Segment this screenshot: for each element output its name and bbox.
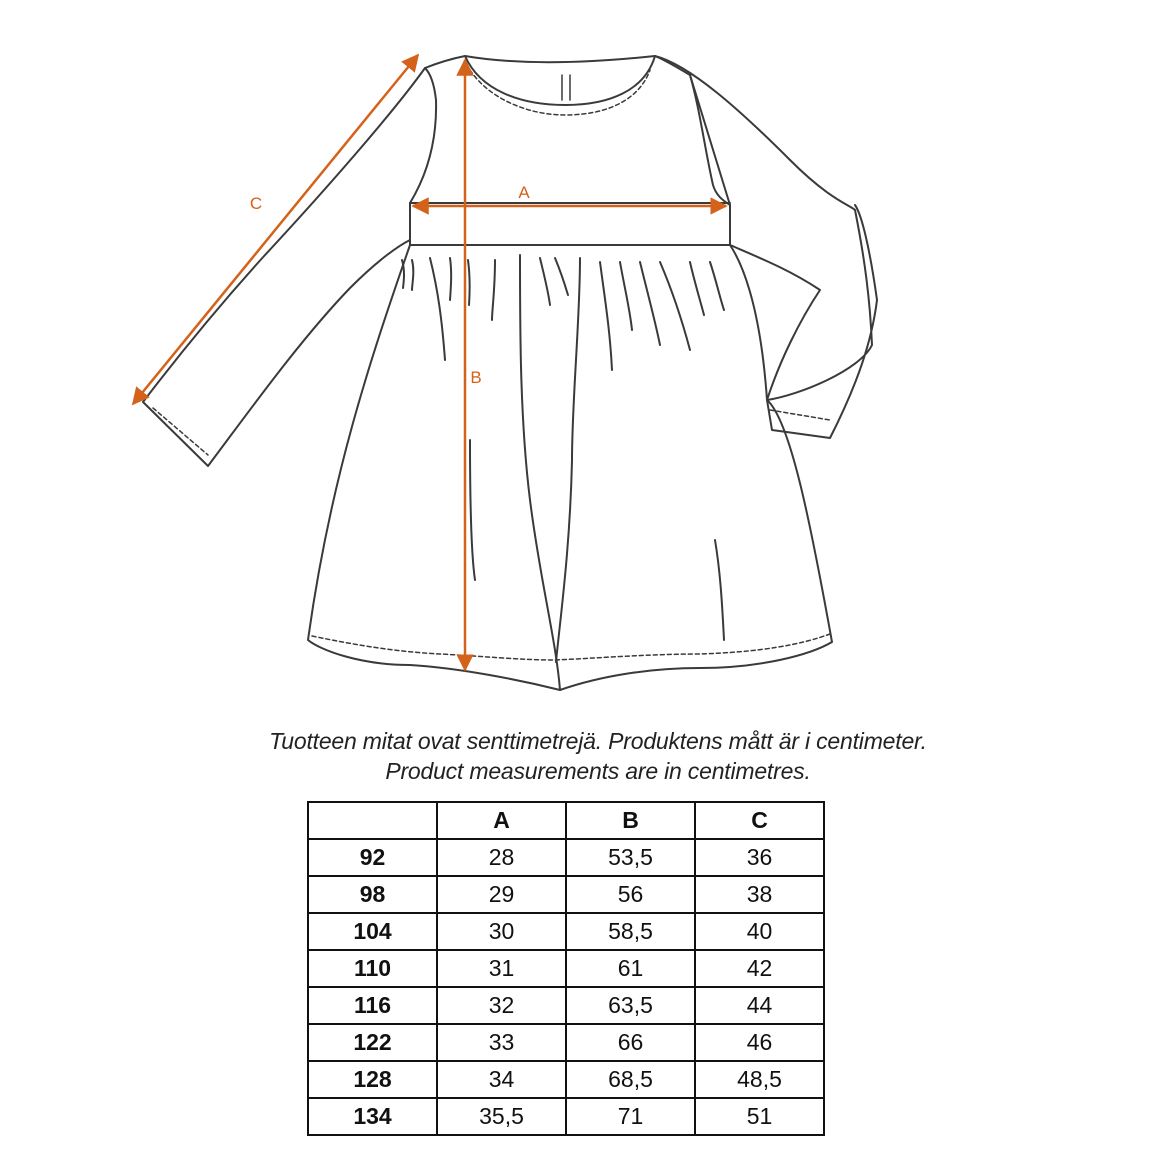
value-a-cell: 29 (437, 876, 566, 913)
value-c-cell: 44 (695, 987, 824, 1024)
table-header-row (308, 802, 824, 839)
label-b: B (470, 368, 482, 387)
value-a-cell: 28 (437, 839, 566, 876)
size-cell: 122 (308, 1024, 437, 1061)
size-chart-table (307, 801, 825, 1136)
header-cell-c: C (695, 802, 824, 839)
dress-outline (143, 56, 877, 690)
value-a-cell: 32 (437, 987, 566, 1024)
value-a-cell: 34 (437, 1061, 566, 1098)
value-c-cell: 38 (695, 876, 824, 913)
value-a-cell: 30 (437, 913, 566, 950)
value-c-cell: 48,5 (695, 1061, 824, 1098)
size-cell: 110 (308, 950, 437, 987)
value-c-cell: 51 (695, 1098, 824, 1135)
value-b-cell: 66 (566, 1024, 695, 1061)
table-row (308, 1024, 824, 1061)
value-c-cell: 36 (695, 839, 824, 876)
value-a-cell: 31 (437, 950, 566, 987)
label-c: C (249, 194, 263, 213)
size-cell: 104 (308, 913, 437, 950)
value-b-cell: 68,5 (566, 1061, 695, 1098)
value-c-cell: 46 (695, 1024, 824, 1061)
size-cell: 134 (308, 1098, 437, 1135)
size-cell: 116 (308, 987, 437, 1024)
value-a-cell: 35,5 (437, 1098, 566, 1135)
measurement-arrows (133, 55, 726, 670)
value-b-cell: 56 (566, 876, 695, 913)
caption-line-2: Product measurements are in centimetres. (385, 758, 811, 784)
value-b-cell: 61 (566, 950, 695, 987)
table-row (308, 987, 824, 1024)
value-b-cell: 63,5 (566, 987, 695, 1024)
value-c-cell: 42 (695, 950, 824, 987)
table-row (308, 876, 824, 913)
size-cell: 128 (308, 1061, 437, 1098)
label-a: A (518, 183, 530, 202)
table-row (308, 913, 824, 950)
header-cell-size (308, 802, 437, 839)
value-b-cell: 71 (566, 1098, 695, 1135)
header-cell-b: B (566, 802, 695, 839)
value-b-cell: 58,5 (566, 913, 695, 950)
table-row (308, 1098, 824, 1135)
value-b-cell: 53,5 (566, 839, 695, 876)
value-a-cell: 33 (437, 1024, 566, 1061)
size-cell: 98 (308, 876, 437, 913)
table-row (308, 950, 824, 987)
caption-line-1: Tuotteen mitat ovat senttimetrejä. Produktens mått är i centimeter. (269, 728, 927, 754)
table-row (308, 1061, 824, 1098)
table-row (308, 839, 824, 876)
value-c-cell: 40 (695, 913, 824, 950)
size-cell: 92 (308, 839, 437, 876)
header-cell-a: A (437, 802, 566, 839)
